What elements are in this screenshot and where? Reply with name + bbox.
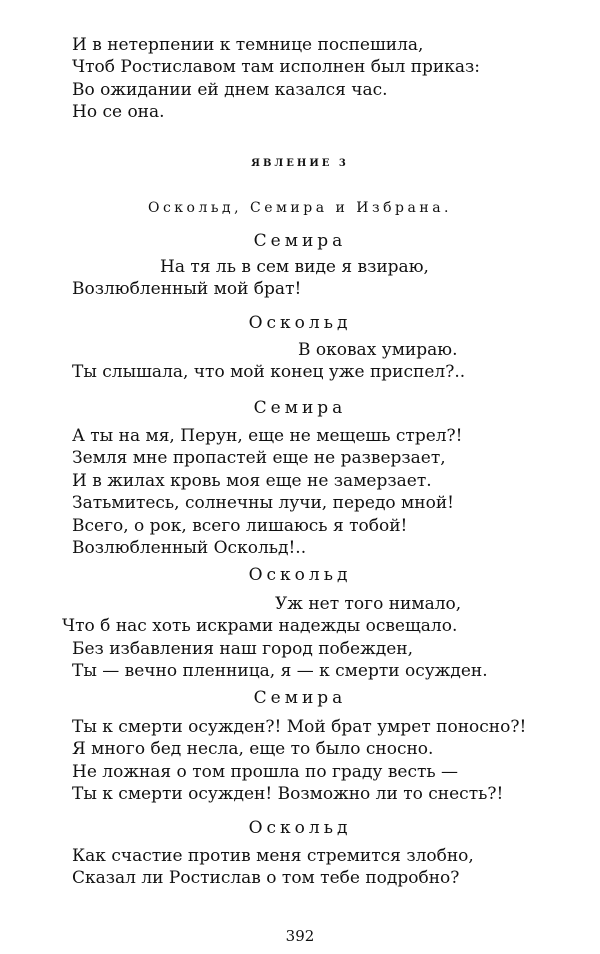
speech: [72, 845, 474, 890]
scene-title: ЯВЛЕНИЕ 3: [251, 158, 349, 169]
speech: [72, 339, 465, 384]
verse-line: Сказал ли Ростислав о том тебе подробно?: [72, 868, 460, 889]
verse-line: Возлюбленный мой брат!: [72, 279, 302, 300]
speech: [72, 425, 463, 559]
speaker-name: Семира: [253, 398, 347, 418]
page-number: 392: [285, 927, 315, 945]
verse-line: И в нетерпении к темнице поспешила,: [72, 35, 424, 55]
verse-line: Не ложная о том прошла по граду весть —: [72, 761, 459, 782]
opening-verse: [72, 34, 480, 124]
verse-line: На тя ль в сем виде я взираю,: [160, 257, 429, 277]
verse-line: Ты к смерти осужден?! Мой брат умрет поносно?!: [72, 717, 527, 737]
verse-line: Всего, о рок, всего лишаюсь я тобой!: [72, 515, 408, 536]
verse-line: Возлюбленный Оскольд!..: [72, 538, 307, 559]
verse-line: Что б нас хоть искрами надежды освещало.: [62, 616, 458, 637]
speaker-name: Семира: [253, 688, 347, 708]
speaker-name: Семира: [253, 231, 347, 251]
speech: [72, 256, 429, 301]
verse-line: Ты к смерти осужден! Возможно ли то снесть?!: [72, 784, 504, 805]
verse-line: А ты на мя, Перун, еще не мещешь стрел?!: [72, 426, 463, 446]
verse-line: Но се она.: [72, 102, 165, 123]
verse-line: Как счастие против меня стремится злобно,: [72, 846, 474, 866]
verse-line: Земля мне пропастей еще не разверзает,: [72, 448, 446, 469]
cast-list: Оскольд, Семира и Избрана.: [147, 200, 452, 216]
verse-line: Чтоб Ростиславом там исполнен был приказ:: [72, 57, 481, 78]
verse-line: Затьмитесь, солнечны лучи, передо мной!: [72, 493, 455, 514]
verse-line: Ты — вечно пленница, я — к смерти осужден.: [72, 661, 488, 682]
verse-line: Ты слышала, что мой конец уже приспел?..: [72, 362, 466, 383]
verse-line: Без избавления наш город побежден,: [72, 638, 413, 659]
verse-line: В оковах умираю.: [298, 340, 458, 360]
speech: [72, 716, 526, 806]
verse-line: Я много бед несла, еще то было сносно.: [72, 739, 434, 760]
verse-line: И в жилах кровь моя еще не замерзает.: [72, 470, 432, 491]
verse-line: Во ожидании ей днем казался час.: [72, 79, 388, 100]
speaker-name: Оскольд: [248, 565, 352, 585]
speaker-name: Оскольд: [248, 818, 352, 838]
speaker-name: Оскольд: [248, 313, 352, 333]
speech: [62, 593, 488, 683]
verse-line: Уж нет того нимало,: [275, 594, 462, 614]
